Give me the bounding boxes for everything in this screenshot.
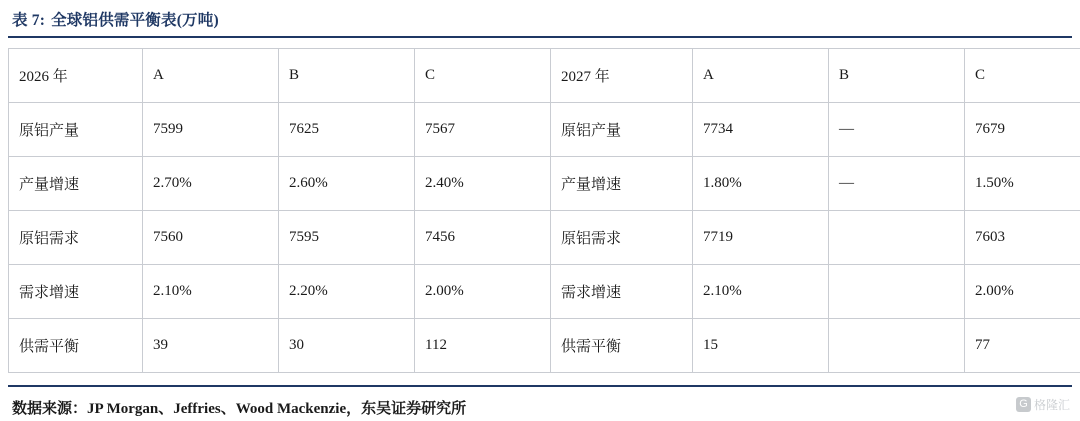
table-row <box>9 265 1080 319</box>
table-cell: 7734 <box>693 103 829 157</box>
table-cell: 7719 <box>693 211 829 265</box>
table-cell: 2.40% <box>415 157 551 211</box>
row-label: 供需平衡 <box>9 319 143 373</box>
aluminium-supply-demand-table <box>8 48 1080 373</box>
watermark-logo-icon: G <box>1016 397 1031 412</box>
table-title <box>8 0 1072 38</box>
table-title-text: 全球铝供需平衡表(万吨) <box>51 12 219 29</box>
column-header: B <box>829 49 965 103</box>
row-label: 供需平衡 <box>551 319 693 373</box>
table-cell: 7456 <box>415 211 551 265</box>
table-cell: 15 <box>693 319 829 373</box>
table-cell: 1.80% <box>693 157 829 211</box>
table-cell: 7567 <box>415 103 551 157</box>
table-cell: 2.10% <box>143 265 279 319</box>
column-header: A <box>693 49 829 103</box>
column-header: 2027 年 <box>551 49 693 103</box>
table-cell <box>829 265 965 319</box>
row-label: 需求增速 <box>551 265 693 319</box>
column-header: B <box>279 49 415 103</box>
table-cell: 2.00% <box>415 265 551 319</box>
table-cell: 7603 <box>965 211 1080 265</box>
table-cell: 1.50% <box>965 157 1080 211</box>
row-label: 原铝需求 <box>551 211 693 265</box>
table-row <box>9 103 1080 157</box>
table-cell: — <box>829 103 965 157</box>
table-cell: 7599 <box>143 103 279 157</box>
row-label: 需求增速 <box>9 265 143 319</box>
table-cell: 2.70% <box>143 157 279 211</box>
table-cell: 77 <box>965 319 1080 373</box>
table-cell: 7560 <box>143 211 279 265</box>
table-cell: 39 <box>143 319 279 373</box>
table-cell: 7595 <box>279 211 415 265</box>
row-label: 产量增速 <box>551 157 693 211</box>
column-header: C <box>965 49 1080 103</box>
row-label: 原铝产量 <box>551 103 693 157</box>
column-header: C <box>415 49 551 103</box>
table-title-label: 表 7: <box>12 12 46 29</box>
table-row <box>9 211 1080 265</box>
table-cell: 7679 <box>965 103 1080 157</box>
table-header-row <box>9 49 1080 103</box>
table-row <box>9 319 1080 373</box>
table-cell: 7625 <box>279 103 415 157</box>
table-cell: 2.60% <box>279 157 415 211</box>
table-cell: 112 <box>415 319 551 373</box>
table-cell: 2.00% <box>965 265 1080 319</box>
column-header: 2026 年 <box>9 49 143 103</box>
row-label: 产量增速 <box>9 157 143 211</box>
column-header: A <box>143 49 279 103</box>
table-row <box>9 157 1080 211</box>
watermark <box>1016 396 1070 413</box>
table-cell <box>829 319 965 373</box>
table-cell: — <box>829 157 965 211</box>
data-source-note: 数据来源：JP Morgan、Jeffries、Wood Mackenzie，东吴证券研究所 <box>8 385 1072 418</box>
table-cell: 2.20% <box>279 265 415 319</box>
watermark-text: 格隆汇 <box>1033 398 1070 412</box>
row-label: 原铝需求 <box>9 211 143 265</box>
row-label: 原铝产量 <box>9 103 143 157</box>
table-cell: 30 <box>279 319 415 373</box>
table-cell: 2.10% <box>693 265 829 319</box>
table-cell <box>829 211 965 265</box>
